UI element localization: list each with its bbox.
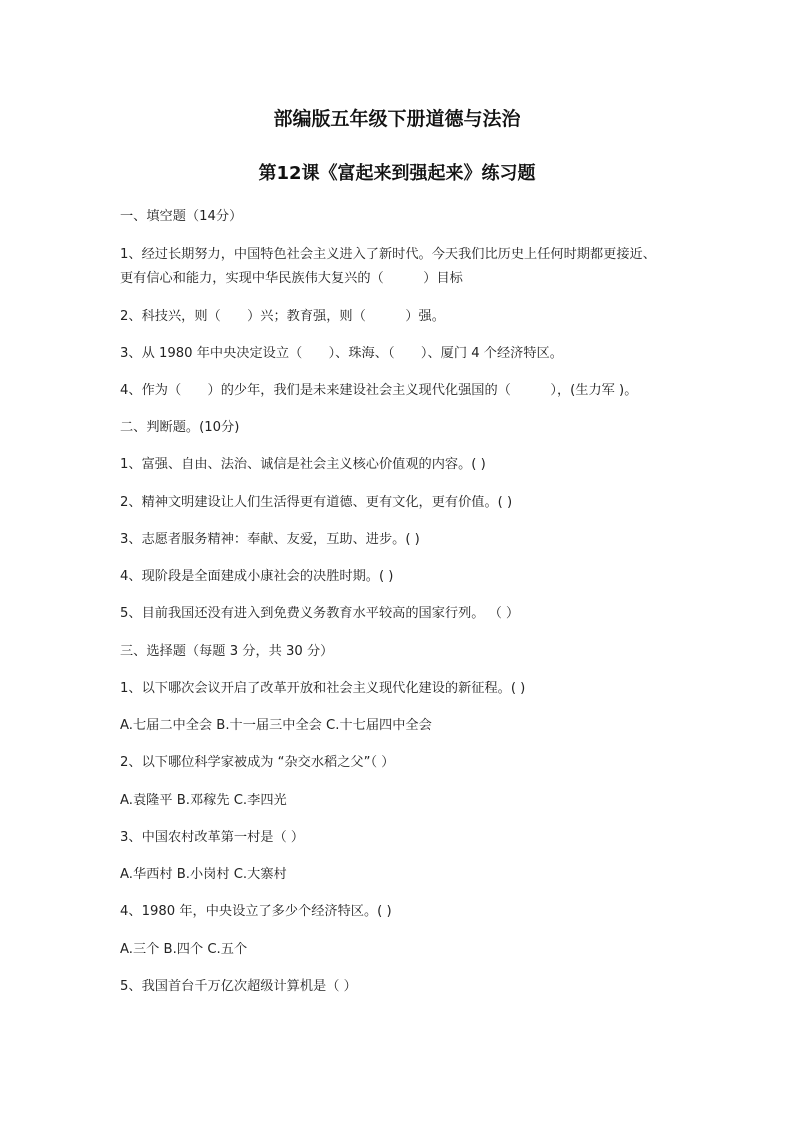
choice-question-1: 1、以下哪次会议开启了改革开放和社会主义现代化建设的新征程。( ) [120,681,526,696]
section-heading-true-false: 二、判断题。(10分) [120,420,240,435]
choice-question-3: 3、中国农村改革第一村是（ ） [120,830,305,845]
choice-question-4-options: A.三个 B.四个 C.五个 [120,942,248,957]
fill-blank-question-2: 2、科技兴，则（ ）兴；教育强，则（ ）强。 [120,309,445,324]
choice-question-2: 2、以下哪位科学家被成为 “杂交水稻之父”（ ） [120,755,395,770]
true-false-question-4: 4、现阶段是全面建成小康社会的决胜时期。( ) [120,569,394,584]
choice-question-1-options: A.七届二中全会 B.十一届三中全会 C.十七届四中全会 [120,718,432,733]
fill-blank-question-1-line-2: 更有信心和能力，实现中华民族伟大复兴的（ ）目标 [120,271,463,286]
choice-question-2-options: A.袁隆平 B.邓稼先 C.李四光 [120,793,287,808]
true-false-question-2: 2、精神文明建设让人们生活得更有道德、更有文化，更有价值。( ) [120,495,513,510]
choice-question-5: 5、我国首台千万亿次超级计算机是（ ） [120,979,357,994]
section-heading-fill-blank: 一、填空题（14分） [120,209,243,224]
true-false-question-1: 1、富强、自由、法治、诚信是社会主义核心价值观的内容。( ) [120,457,486,472]
choice-question-3-options: A.华西村 B.小岗村 C.大寨村 [120,867,287,882]
true-false-question-3: 3、志愿者服务精神：奉献、友爱，互助、进步。( ) [120,532,420,547]
true-false-question-5: 5、目前我国还没有进入到免费义务教育水平较高的国家行列。 （ ） [120,606,520,621]
fill-blank-question-3: 3、从 1980 年中央决定设立（ ）、珠海、（ ）、厦门 4 个经济特区。 [120,346,563,361]
section-heading-multiple-choice: 三、选择题（每题 3 分，共 30 分） [120,644,334,659]
choice-question-4: 4、1980 年，中央设立了多少个经济特区。( ) [120,904,392,919]
document-title: 部编版五年级下册道德与法治 [273,108,521,130]
fill-blank-question-4: 4、作为（ ）的少年，我们是未来建设社会主义现代化强国的（ ），(生力军 )。 [120,383,638,398]
fill-blank-question-1-line-1: 1、经过长期努力，中国特色社会主义进入了新时代。今天我们比历史上任何时期都更接近、 [120,247,656,262]
document-subtitle: 第12课《富起来到强起来》练习题 [258,163,536,184]
